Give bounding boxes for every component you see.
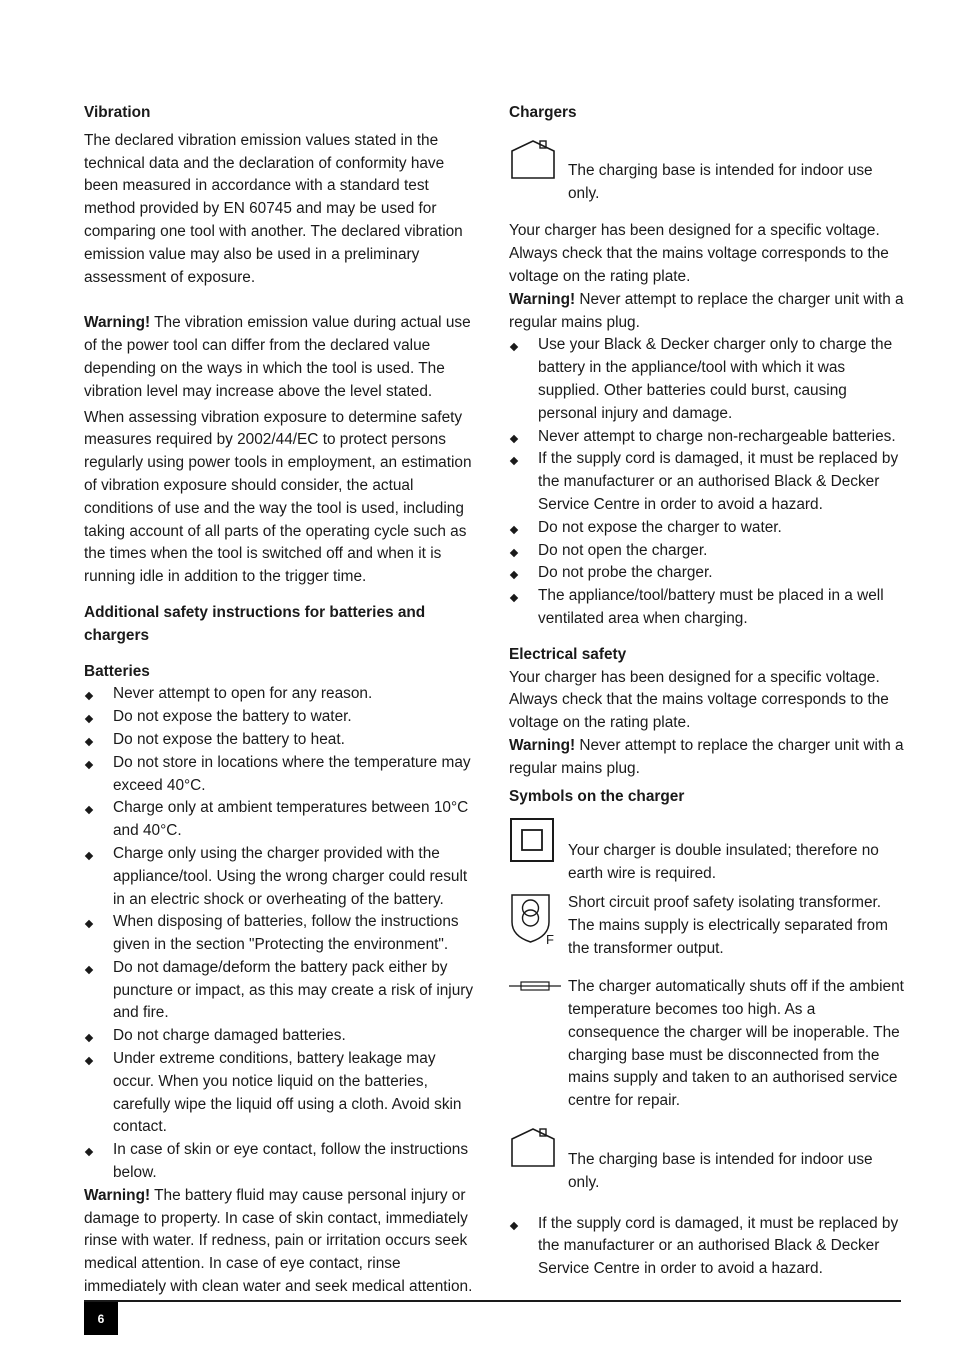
indoor-use-text: The charging base is intended for indoor use only.	[568, 161, 873, 202]
list-item: If the supply cord is damaged, it must be replaced by the manufacturer or an authorised Black & Decker Service Centre in order to avoid a hazard.	[509, 448, 905, 516]
chargers-list	[509, 334, 905, 630]
list-item: Do not probe the charger.	[509, 562, 905, 585]
list-item: Do not open the charger.	[509, 540, 905, 563]
transformer-letter: F	[546, 931, 554, 946]
warning-text: Never attempt to replace the charger unit with a regular mains plug.	[509, 290, 904, 331]
transformer-text: Short circuit proof safety isolating transformer. The mains supply is electrically separated from the transformer output.	[568, 893, 888, 957]
battery-warning	[84, 1185, 478, 1299]
batteries-heading: Batteries	[84, 662, 150, 680]
thermal-cutout-text: The charger automatically shuts off if the ambient temperature becomes too high. As a consequence the charger will be inoperable. The charging base must be disconnected from the mains supply and taken to an authorised service centre for repair.	[568, 978, 904, 1110]
transformer-icon	[509, 892, 568, 954]
right-column	[509, 102, 905, 1281]
house-icon	[509, 138, 568, 190]
list-item: Do not expose the battery to heat.	[84, 729, 478, 752]
double-insulated-row	[509, 817, 905, 886]
list-item: Do not charge damaged batteries.	[84, 1025, 478, 1048]
footer-rule	[84, 1300, 901, 1302]
vibration-assessment-paragraph: When assessing vibration exposure to determine safety measures required by 2002/44/EC to protect persons regularly using power tools in employment, an estimation of vibration exposure should consider, the actual conditions of use and the way the tool is used, including taking account of all parts of the operating cycle such as the times when the tool is switched off and when it is running idle in addition to the trigger time.	[84, 408, 472, 586]
list-item: Charge only at ambient temperatures between 10°C and 40°C.	[84, 797, 478, 843]
warning-text: Never attempt to replace the charger unit with a regular mains plug.	[509, 736, 904, 777]
electrical-safety-heading: Electrical safety	[509, 645, 627, 663]
thermal-fuse-icon	[509, 976, 568, 1004]
list-item: Never attempt to charge non-rechargeable batteries.	[509, 426, 905, 449]
left-column	[84, 102, 478, 1299]
list-item: Do not store in locations where the temperature may exceed 40°C.	[84, 752, 478, 798]
batteries-list	[84, 683, 478, 1185]
list-item: In case of skin or eye contact, follow the instructions below.	[84, 1139, 478, 1185]
list-item: Do not expose the battery to water.	[84, 706, 478, 729]
vibration-heading: Vibration	[84, 104, 151, 121]
chargers-warning	[509, 289, 905, 335]
transformer-row	[509, 892, 905, 960]
list-item: Never attempt to open for any reason.	[84, 683, 478, 706]
final-list	[509, 1213, 905, 1281]
warning-text: The battery fluid may cause personal injury or damage to property. In case of skin contact, immediately rinse with water. If redness, pain or irritation occurs seek medical attention. In case of eye contact, rinse immediately with clean water and seek medical attention.	[84, 1186, 473, 1296]
warning-text: The vibration emission value during actual use of the power tool can differ from the declared value depending on the ways in which the tool is used. The vibration level may increase above the level stated.	[84, 314, 471, 400]
list-item: If the supply cord is damaged, it must be replaced by the manufacturer or an authorised Black & Decker Service Centre in order to avoid a hazard.	[509, 1213, 905, 1281]
indoor-use-text: The charging base is intended for indoor use only.	[568, 1151, 873, 1191]
warning-label: Warning!	[509, 736, 576, 754]
vibration-warning	[84, 312, 478, 403]
vibration-paragraph: The declared vibration emission values stated in the technical data and the declaration of conformity have been measured in accordance with a standard test method provided by EN 60745 and may be used for comparing one tool with another. The declared vibration emission value may also be used in a preliminary assessment of exposure.	[84, 131, 463, 286]
double-insulation-icon	[509, 817, 568, 871]
warning-label: Warning!	[84, 314, 151, 332]
house-icon	[509, 1126, 568, 1178]
symbols-heading: Symbols on the charger	[509, 787, 685, 805]
chargers-voltage-paragraph: Your charger has been designed for a specific voltage. Always check that the mains voltage corresponds to the voltage on the rating plate.	[509, 222, 889, 285]
list-item: Use your Black & Decker charger only to charge the battery in the appliance/tool with which it was supplied. Other batteries could burst, causing personal injury and damage.	[509, 334, 905, 425]
list-item: The appliance/tool/battery must be placed in a well ventilated area when charging.	[509, 585, 905, 631]
electrical-warning	[509, 735, 905, 781]
indoor-symbol-row	[509, 138, 905, 206]
thermal-cutout-row	[509, 976, 905, 1113]
page-number: 6	[84, 1302, 118, 1335]
list-item: Do not damage/deform the battery pack either by puncture or impact, as this may create a risk of injury and fire.	[84, 957, 478, 1025]
additional-safety-heading: Additional safety instructions for batteries and chargers	[84, 603, 426, 644]
warning-label: Warning!	[509, 290, 576, 308]
list-item: When disposing of batteries, follow the instructions given in the section "Protecting the environment".	[84, 911, 478, 957]
double-insulated-text: Your charger is double insulated; therefore no earth wire is required.	[568, 842, 879, 883]
electrical-voltage-paragraph: Your charger has been designed for a specific voltage. Always check that the mains voltage corresponds to the voltage on the rating plate.	[509, 668, 889, 732]
list-item: Do not expose the charger to water.	[509, 517, 905, 540]
indoor-symbol-row-2	[509, 1126, 905, 1195]
warning-label: Warning!	[84, 1186, 151, 1204]
list-item: Under extreme conditions, battery leakage may occur. When you notice liquid on the batteries, carefully wipe the liquid off using a cloth. Avoid skin contact.	[84, 1048, 478, 1139]
list-item: Charge only using the charger provided with the appliance/tool. Using the wrong charger could result in an electric shock or overheating of the battery.	[84, 843, 478, 911]
chargers-heading: Chargers	[509, 104, 577, 121]
